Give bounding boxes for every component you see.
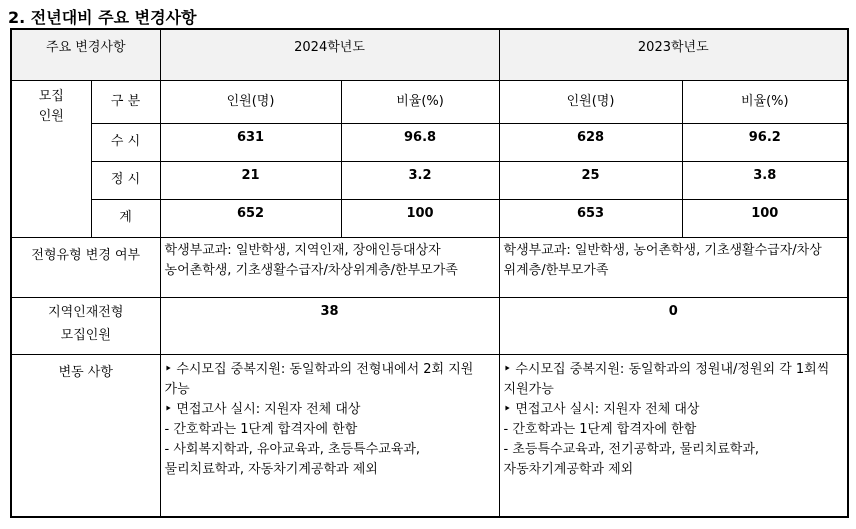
type-change-label: 전형유형 변경 여부 bbox=[11, 237, 160, 297]
changes-2024-line: ‣ 수시모집 중복지원: 동일학과의 전형내에서 2회 지원 bbox=[164, 361, 474, 377]
changes-2024-line: 물리치료학과, 자동차기계공학과 제외 bbox=[164, 461, 378, 477]
subheader-2024-ratio: 비율(%) bbox=[341, 80, 499, 123]
cell-2024-ratio: 96.8 bbox=[341, 123, 499, 161]
changes-label: 변동 사항 bbox=[11, 354, 160, 517]
changes-table bbox=[10, 28, 849, 518]
changes-2023-line: ‣ 면접고사 실시: 지원자 전체 대상 bbox=[503, 401, 700, 417]
subheader-category: 구 분 bbox=[91, 80, 160, 123]
header-2024-cell bbox=[160, 29, 499, 80]
changes-2023 bbox=[499, 354, 848, 517]
regional-2023: 0 bbox=[499, 297, 848, 354]
changes-2024-line: - 간호학과는 1단계 합격자에 한함 bbox=[164, 421, 358, 437]
regional-label-line1: 지역인재전형 bbox=[48, 304, 124, 320]
cell-2024-ratio: 3.2 bbox=[341, 161, 499, 199]
cell-2024-ratio: 100 bbox=[341, 199, 499, 237]
changes-2023-line: - 간호학과는 1단계 합격자에 한함 bbox=[503, 421, 697, 437]
header-label: 주요 변경사항 bbox=[46, 40, 126, 55]
row-label: 계 bbox=[91, 199, 160, 237]
header-2023-cell bbox=[499, 29, 848, 80]
cell-2023-count: 25 bbox=[499, 161, 682, 199]
regional-label-cell bbox=[11, 297, 160, 354]
type-change-2024 bbox=[160, 237, 499, 297]
regional-label-line2: 모집인원 bbox=[60, 327, 111, 343]
cell-2023-count: 628 bbox=[499, 123, 682, 161]
type-change-2024-line: 농어촌학생, 기초생활수급자/차상위계층/한부모가족 bbox=[164, 262, 458, 278]
subheader-2023-ratio: 비율(%) bbox=[682, 80, 848, 123]
changes-2024-line: - 사회복지학과, 유아교육과, 초등특수교육과, bbox=[164, 441, 421, 457]
type-change-2024-line: 학생부교과: 일반학생, 지역인재, 장애인등대상자 bbox=[164, 242, 441, 258]
type-change-2023-line: 위계층/한부모가족 bbox=[503, 262, 609, 278]
header-2023: 2023학년도 bbox=[637, 40, 709, 55]
recruit-label-cell bbox=[11, 80, 91, 237]
subheader-2024-count: 인원(명) bbox=[160, 80, 341, 123]
regional-2024: 38 bbox=[160, 297, 499, 354]
subheader-2023-count: 인원(명) bbox=[499, 80, 682, 123]
table-row bbox=[11, 161, 848, 199]
row-label: 수 시 bbox=[91, 123, 160, 161]
changes-2024-line: ‣ 면접고사 실시: 지원자 전체 대상 bbox=[164, 401, 361, 417]
row-label: 정 시 bbox=[91, 161, 160, 199]
table-row bbox=[11, 199, 848, 237]
header-2024: 2024학년도 bbox=[294, 40, 365, 55]
section-heading: 2. 전년대비 주요 변경사항 bbox=[8, 8, 197, 27]
cell-2023-ratio: 96.2 bbox=[682, 123, 848, 161]
changes-2023-line: 자동차기계공학과 제외 bbox=[503, 461, 634, 477]
type-change-2023 bbox=[499, 237, 848, 297]
cell-2023-ratio: 100 bbox=[682, 199, 848, 237]
recruit-label-line2: 인원 bbox=[38, 108, 64, 124]
changes-2023-line: 지원가능 bbox=[503, 381, 554, 397]
changes-2024 bbox=[160, 354, 499, 517]
type-change-2023-line: 학생부교과: 일반학생, 농어촌학생, 기초생활수급자/차상 bbox=[503, 242, 822, 258]
changes-2023-line: - 초등특수교육과, 전기공학과, 물리치료학과, bbox=[503, 441, 760, 457]
cell-2024-count: 21 bbox=[160, 161, 341, 199]
cell-2024-count: 652 bbox=[160, 199, 341, 237]
changes-2023-line: ‣ 수시모집 중복지원: 동일학과의 정원내/정원외 각 1회씩 bbox=[503, 361, 830, 377]
cell-2023-ratio: 3.8 bbox=[682, 161, 848, 199]
changes-2024-line: 가능 bbox=[164, 381, 190, 397]
cell-2023-count: 653 bbox=[499, 199, 682, 237]
recruit-label-line1: 모집 bbox=[38, 88, 64, 104]
cell-2024-count: 631 bbox=[160, 123, 341, 161]
table-row bbox=[11, 123, 848, 161]
header-label-cell bbox=[11, 29, 160, 80]
